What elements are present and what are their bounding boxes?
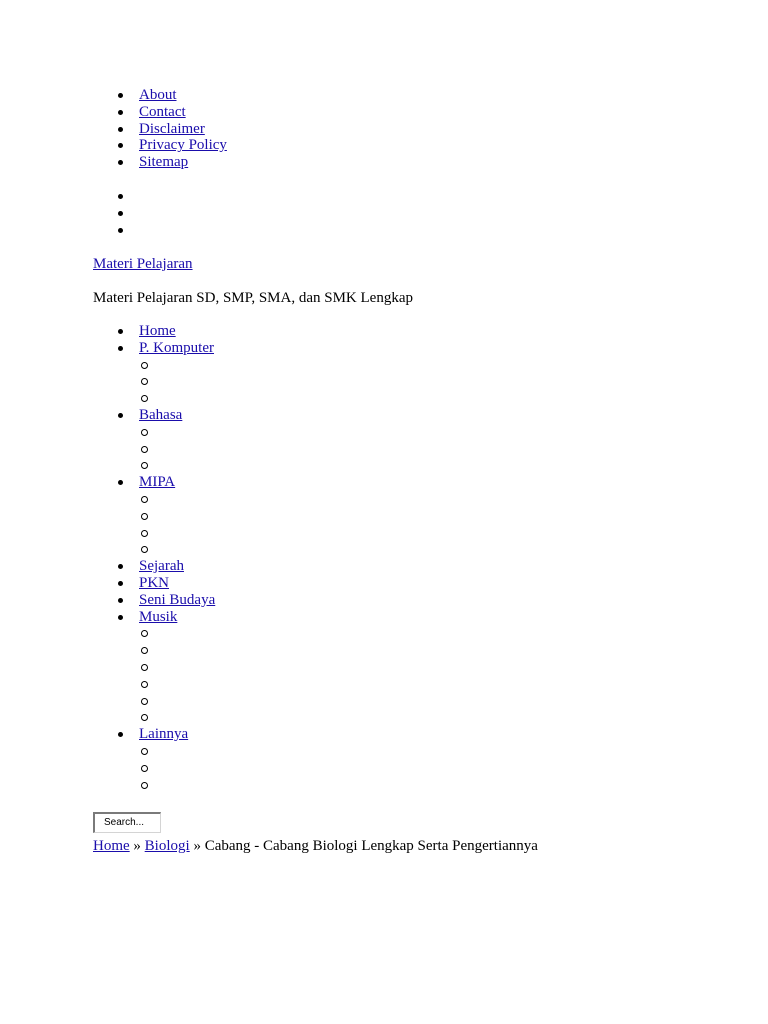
nav-link-musik[interactable]: Musik: [139, 608, 178, 625]
nav-submenu-item[interactable]: [163, 441, 239, 458]
breadcrumb-separator: »: [193, 838, 201, 854]
nav-item: [139, 592, 215, 609]
nav-link-lainnya[interactable]: Lainnya: [139, 726, 189, 743]
nav-submenu-item[interactable]: [163, 457, 239, 474]
nav-item: [139, 340, 215, 357]
breadcrumb: [93, 837, 538, 855]
nav-link-p-komputer[interactable]: P. Komputer: [139, 339, 214, 356]
top-link-item: [139, 104, 227, 121]
nav-item: [139, 609, 215, 626]
search-input[interactable]: [93, 812, 161, 833]
site-tagline: Materi Pelajaran SD, SMP, SMA, dan SMK Lengkap: [93, 290, 413, 306]
privacy-policy-link[interactable]: Privacy Policy: [139, 137, 227, 154]
nav-item: [139, 407, 215, 424]
nav-submenu-item[interactable]: [163, 541, 239, 558]
nav-submenu: [139, 491, 215, 558]
nav-item: [139, 726, 215, 743]
nav-link-seni-budaya[interactable]: Seni Budaya: [139, 591, 216, 608]
sitemap-link[interactable]: Sitemap: [139, 154, 189, 171]
nav-link-pkn[interactable]: PKN: [139, 574, 170, 591]
nav-item: [139, 558, 215, 575]
nav-submenu-wrapper: [139, 743, 215, 793]
breadcrumb-home-link[interactable]: Home: [93, 838, 130, 854]
site-title-link[interactable]: Materi Pelajaran: [93, 256, 193, 272]
nav-submenu-wrapper: [139, 424, 215, 474]
nav-item: [139, 575, 215, 592]
nav-link-bahasa[interactable]: Bahasa: [139, 406, 183, 423]
breadcrumb-category-link[interactable]: Biologi: [144, 838, 190, 854]
nav-link-mipa[interactable]: MIPA: [139, 474, 176, 491]
nav-submenu: [139, 743, 215, 793]
nav-submenu-item[interactable]: [163, 390, 239, 407]
nav-item: [139, 323, 215, 340]
nav-submenu-item[interactable]: [163, 424, 239, 441]
nav-submenu-item[interactable]: [163, 777, 239, 794]
main-nav: [139, 323, 215, 793]
nav-submenu-wrapper: [139, 491, 215, 558]
nav-submenu-item[interactable]: [163, 625, 239, 642]
nav-submenu-item[interactable]: [163, 676, 239, 693]
nav-link-sejarah[interactable]: Sejarah: [139, 558, 184, 575]
nav-submenu-item[interactable]: [163, 743, 239, 760]
breadcrumb-current: Cabang - Cabang Biologi Lengkap Serta Pengertiannya: [204, 838, 538, 854]
nav-submenu-item[interactable]: [163, 693, 239, 710]
nav-submenu: [139, 625, 215, 726]
nav-submenu-item[interactable]: [163, 525, 239, 542]
top-link-item: [139, 87, 227, 104]
nav-item: [139, 474, 215, 491]
nav-submenu-wrapper: [139, 357, 215, 407]
nav-submenu: [139, 357, 215, 407]
about-link[interactable]: About: [139, 87, 177, 103]
disclaimer-link[interactable]: Disclaimer: [139, 120, 205, 137]
nav-submenu-item[interactable]: [163, 491, 239, 508]
contact-link[interactable]: Contact: [139, 103, 186, 120]
nav-submenu-item[interactable]: [163, 373, 239, 390]
nav-submenu-item[interactable]: [163, 659, 239, 676]
nav-submenu-item[interactable]: [163, 508, 239, 525]
nav-submenu-item[interactable]: [163, 642, 239, 659]
top-link-item: [139, 121, 227, 138]
top-link-item: [139, 137, 227, 154]
top-link-item: [139, 154, 227, 171]
nav-submenu-item[interactable]: [163, 760, 239, 777]
top-links-list: [139, 87, 227, 171]
nav-submenu: [139, 424, 215, 474]
nav-link-home[interactable]: Home: [139, 323, 176, 339]
nav-submenu-item[interactable]: [163, 709, 239, 726]
nav-submenu-item[interactable]: [163, 357, 239, 374]
breadcrumb-separator: »: [133, 838, 141, 854]
nav-submenu-wrapper: [139, 625, 215, 726]
